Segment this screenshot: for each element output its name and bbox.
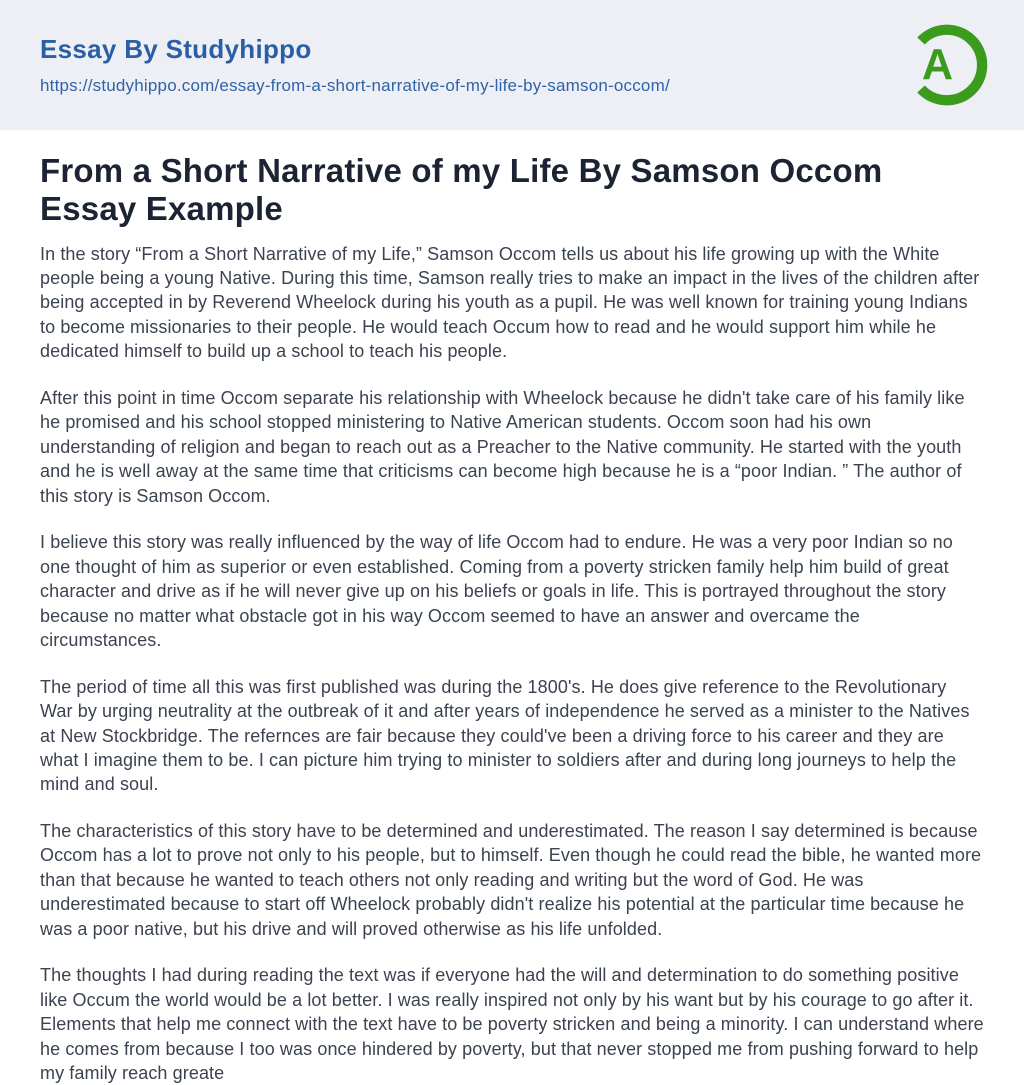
page-title: From a Short Narrative of my Life By Samson Occom Essay Example xyxy=(40,152,883,228)
article-body xyxy=(0,130,1024,1085)
essay-paragraph: In the story “From a Short Narrative of my Life,” Samson Occom tells us about his life growing up with the White people being a young Native. During this time, Samson really tries to make an impact in the lives of the children after being accepted in by Reverend Wheelock during his youth as a pupil. He was well known for training young Indians to become missionaries to their people. He would teach Occum how to read and he would support him while he dedicated himself to build up a school to teach his people. xyxy=(40,243,980,362)
logo-ring-icon xyxy=(898,16,992,114)
essay-paragraph: The characteristics of this story have to be determined and underestimated. The reason I say determined is because Occom has a lot to prove not only to his people, but to himself. Even though he could read the bible, he wanted more than that because he wanted to teach others not only reading and writing but the word of God. He was underestimated because to start off Wheelock probably didn't realize his potential at the particular time because he was a poor native, but his drive and will proved otherwise as his life unfolded. xyxy=(40,820,982,939)
logo-letter: A xyxy=(921,41,954,90)
source-url-link[interactable]: https://studyhippo.com/essay-from-a-short-narrative-of-my-life-by-samson-occom/ xyxy=(40,76,670,95)
site-title: Essay By Studyhippo xyxy=(40,34,312,64)
essay-paragraph: I believe this story was really influenced by the way of life Occom had to endure. He was a very poor Indian so no one thought of him as superior or even established. Coming from a poverty stricken family help him build of great character and drive as if he will never give up on his beliefs or goals in life. This is portrayed throughout the story because no matter what obstacle got in his way Occom seemed to have an answer and overcame the circumstances. xyxy=(40,532,953,651)
header-text-block xyxy=(40,36,670,94)
essay-paragraph: After this point in time Occom separate his relationship with Wheelock because he didn't take care of his family like he promised and his school stopped ministering to Native American students. Occom soon had his own understanding of religion and began to reach out as a Preacher to the Native community. He started with the youth and he is well away at the same time that criticisms can become high because he is a “poor Indian. ” The author of this story is Samson Occom. xyxy=(40,387,965,506)
studyhippo-logo xyxy=(898,16,992,114)
essay-paragraph: The period of time all this was first published was during the 1800's. He does give reference to the Revolutionary War by urging neutrality at the outbreak of it and after years of independence he served as a minister to the Natives at New Stockbridge. The refernces are fair because they could've been a driving force to his career and they are what I imagine them to be. I can picture him trying to minister to soldiers after and during long journeys to help the mind and soul. xyxy=(40,676,970,795)
essay-paragraph: The thoughts I had during reading the text was if everyone had the will and determination to do something positive like Occum the world would be a lot better. I was really inspired not only by his want but by his courage to go after it. Elements that help me connect with the text have to be poverty stricken and being a minority. I can understand where he comes from because I too was once hindered by poverty, but that never stopped me from pushing forward to help my family reach greate xyxy=(40,965,984,1084)
page-header xyxy=(0,0,1024,130)
